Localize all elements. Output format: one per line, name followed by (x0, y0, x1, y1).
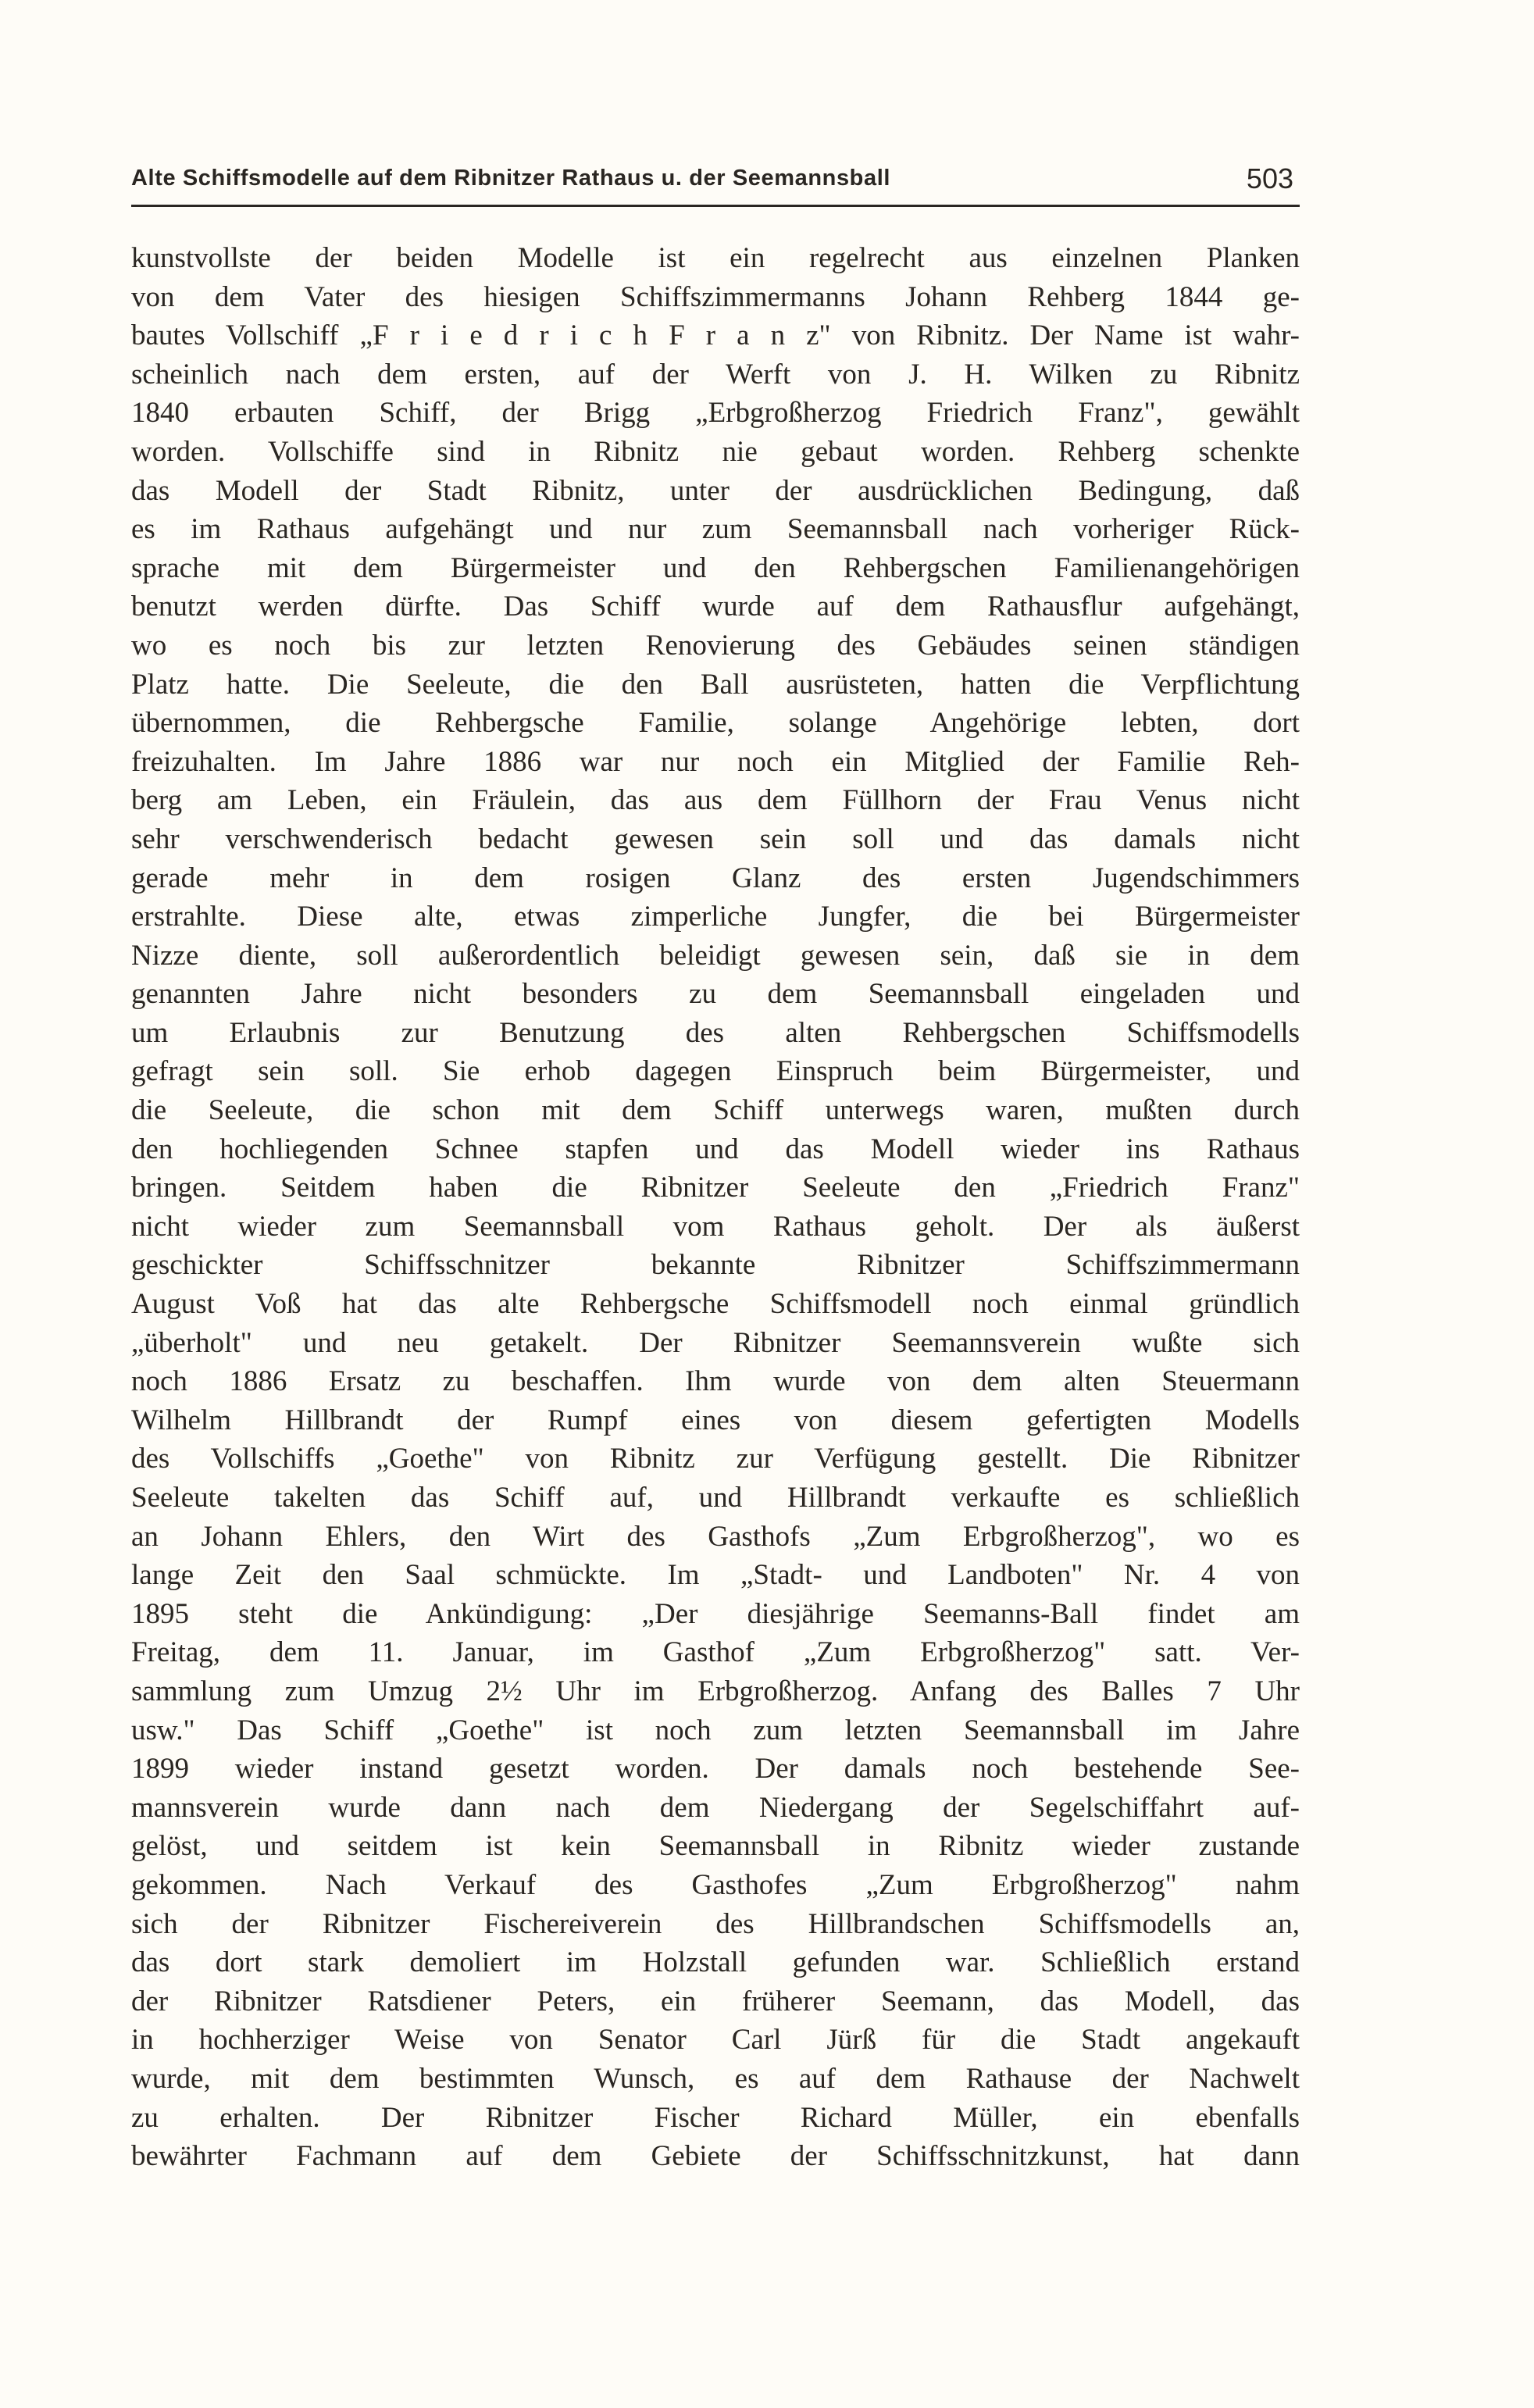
text-line: in hochherziger Weise von Senator Carl Jürß für die Stadt angekauft (131, 2024, 1300, 2057)
text-line: es im Rathaus aufgehängt und nur zum Seemannsball nach vorheriger Rück- (131, 513, 1300, 546)
text-line: übernommen, die Rehbergsche Familie, solange Angehörige lebten, dort (131, 707, 1300, 740)
text-line: sehr verschwenderisch bedacht gewesen sein soll und das damals nicht (131, 822, 1300, 855)
text-line: Platz hatte. Die Seeleute, die den Ball ausrüsteten, hatten die Verpflichtung (131, 668, 1300, 701)
running-header-title: Alte Schiffsmodelle auf dem Ribnitzer Rathaus u. der Seemannsball (131, 166, 891, 191)
text-line: geschickter Schiffsschnitzer bekannte Ribnitzer Schiffszimmermann (131, 1249, 1300, 1282)
text-line: gerade mehr in dem rosigen Glanz des ersten Jugendschimmers (131, 862, 1300, 894)
text-line: kunstvollste der beiden Modelle ist ein regelrecht aus einzelnen Planken (131, 242, 1300, 274)
text-line: bautes Vollschiff „F r i e d r i c h F r a n z" von Ribnitz. Der Name ist wahr- (131, 319, 1300, 352)
text-line: Nizze diente, soll außerordentlich beleidigt gewesen sein, daß sie in dem (131, 939, 1300, 972)
text-line: mannsverein wurde dann nach dem Niedergang der Segelschiffahrt auf- (131, 1791, 1300, 1824)
text-line: erstrahlte. Diese alte, etwas zimperliche Jungfer, die bei Bürgermeister (131, 901, 1300, 933)
text-line: „überholt" und neu getakelt. Der Ribnitzer Seemannsverein wußte sich (131, 1326, 1300, 1359)
text-line: Freitag, dem 11. Januar, im Gasthof „Zum Erbgroßherzog" satt. Ver- (131, 1636, 1300, 1669)
text-line: wurde, mit dem bestimmten Wunsch, es auf dem Rathause der Nachwelt (131, 2062, 1300, 2095)
text-line: um Erlaubnis zur Benutzung des alten Rehbergschen Schiffsmodells (131, 1016, 1300, 1049)
text-line: wo es noch bis zur letzten Renovierung des Gebäudes seinen ständigen (131, 629, 1300, 662)
text-line: August Voß hat das alte Rehbergsche Schiffsmodell noch einmal gründlich (131, 1288, 1300, 1321)
text-line: noch 1886 Ersatz zu beschaffen. Ihm wurde von dem alten Steuermann (131, 1365, 1300, 1398)
text-line: von dem Vater des hiesigen Schiffszimmermanns Johann Rehberg 1844 ge- (131, 280, 1300, 313)
text-line: sprache mit dem Bürgermeister und den Rehbergschen Familienangehörigen (131, 551, 1300, 584)
text-line: 1840 erbauten Schiff, der Brigg „Erbgroßherzog Friedrich Franz", gewählt (131, 397, 1300, 430)
running-header (131, 162, 1300, 205)
text-line: bringen. Seitdem haben die Ribnitzer Seeleute den „Friedrich Franz" (131, 1172, 1300, 1204)
text-line: das dort stark demoliert im Holzstall gefunden war. Schließlich erstand (131, 1946, 1300, 1979)
text-line: sich der Ribnitzer Fischereiverein des Hillbrandschen Schiffsmodells an, (131, 1907, 1300, 1940)
text-line: gekommen. Nach Verkauf des Gasthofes „Zum Erbgroßherzog" nahm (131, 1868, 1300, 1901)
text-line: lange Zeit den Saal schmückte. Im „Stadt- und Landboten" Nr. 4 von (131, 1559, 1300, 1592)
text-line: sammlung zum Umzug 2½ Uhr im Erbgroßherzog. Anfang des Balles 7 Uhr (131, 1675, 1300, 1707)
text-line: benutzt werden dürfte. Das Schiff wurde auf dem Rathausflur aufgehängt, (131, 590, 1300, 623)
text-line: die Seeleute, die schon mit dem Schiff unterwegs waren, mußten durch (131, 1094, 1300, 1127)
text-line: gefragt sein soll. Sie erhob dagegen Einspruch beim Bürgermeister, und (131, 1055, 1300, 1088)
text-line: an Johann Ehlers, den Wirt des Gasthofs „Zum Erbgroßherzog", wo es (131, 1520, 1300, 1553)
text-line: worden. Vollschiffe sind in Ribnitz nie gebaut worden. Rehberg schenkte (131, 435, 1300, 468)
body-text (131, 239, 1300, 2176)
text-line: usw." Das Schiff „Goethe" ist noch zum letzten Seemannsball im Jahre (131, 1714, 1300, 1746)
text-line: 1899 wieder instand gesetzt worden. Der damals noch bestehende See- (131, 1753, 1300, 1785)
text-line: Wilhelm Hillbrandt der Rumpf eines von diesem gefertigten Modells (131, 1404, 1300, 1436)
text-line: zu erhalten. Der Ribnitzer Fischer Richard Müller, ein ebenfalls (131, 2101, 1300, 2134)
text-line: scheinlich nach dem ersten, auf der Werft von J. H. Wilken zu Ribnitz (131, 358, 1300, 391)
text-line: bewährter Fachmann auf dem Gebiete der Schiffsschnitzkunst, hat dann (131, 2140, 1300, 2173)
text-line: genannten Jahre nicht besonders zu dem Seemannsball eingeladen und (131, 978, 1300, 1011)
header-rule (131, 205, 1300, 207)
text-line: freizuhalten. Im Jahre 1886 war nur noch ein Mitglied der Familie Reh- (131, 745, 1300, 778)
text-line: gelöst, und seitdem ist kein Seemannsball in Ribnitz wieder zustande (131, 1830, 1300, 1863)
text-line: den hochliegenden Schnee stapfen und das Modell wieder ins Rathaus (131, 1133, 1300, 1165)
text-line: Seeleute takelten das Schiff auf, und Hillbrandt verkaufte es schließlich (131, 1482, 1300, 1514)
text-line: des Vollschiffs „Goethe" von Ribnitz zur Verfügung gestellt. Die Ribnitzer (131, 1443, 1300, 1475)
text-line: 1895 steht die Ankündigung: „Der diesjährige Seemanns-Ball findet am (131, 1597, 1300, 1630)
text-line: der Ribnitzer Ratsdiener Peters, ein früherer Seemann, das Modell, das (131, 1985, 1300, 2017)
page-number: 503 (1246, 162, 1293, 194)
text-line: nicht wieder zum Seemannsball vom Rathaus geholt. Der als äußerst (131, 1210, 1300, 1243)
text-line: das Modell der Stadt Ribnitz, unter der ausdrücklichen Bedingung, daß (131, 474, 1300, 507)
text-line: berg am Leben, ein Fräulein, das aus dem Füllhorn der Frau Venus nicht (131, 784, 1300, 817)
